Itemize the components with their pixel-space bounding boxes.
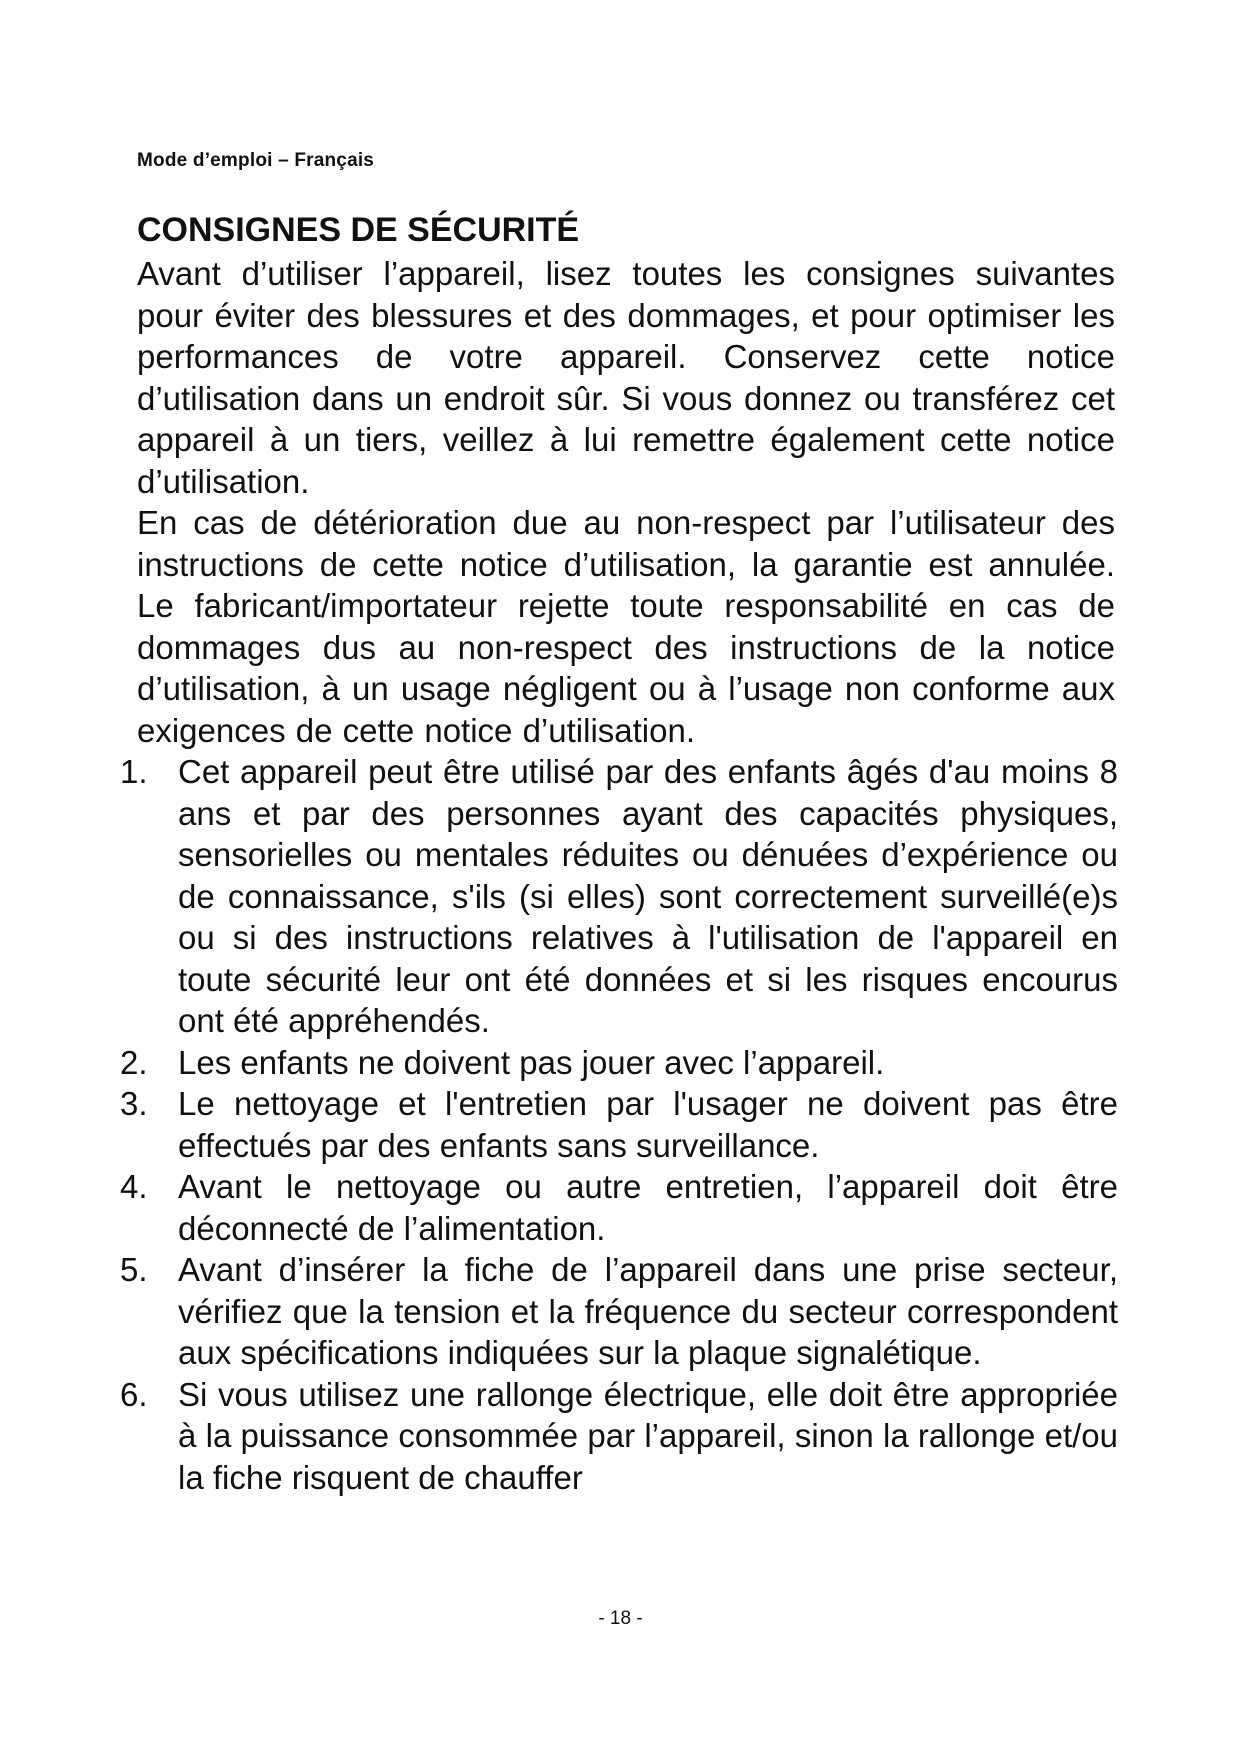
warranty-paragraph: En cas de détérioration due au non-respect par l’utilisateur des instructions de cette notice d’utilisation, la garantie est annulée. Le fabricant/importateur rejette toute responsabilité en cas de dommages dus au non-respect des instructions de la notice d’utilisation, à un usage négligent ou à l’usage non conforme aux exigences de cette notice d’utilisation. (137, 504, 1115, 749)
list-item (120, 1374, 1118, 1499)
safety-instructions-list (120, 751, 1118, 1498)
page-number: - 18 - (598, 1608, 643, 1629)
list-item (120, 1083, 1118, 1166)
intro-paragraph: Avant d’utiliser l’appareil, lisez toutes les consignes suivantes pour éviter des blessures et des dommages, et pour optimiser les performances de votre appareil. Conservez cette notice d’utilisation dans un endroit sûr. Si vous donnez ou transférez cet appareil à un tiers, veillez à lui remettre également cette notice d’utilisation. (137, 255, 1115, 500)
list-item-number: 6. (120, 1375, 148, 1413)
section-title: CONSIGNES DE SÉCURITÉ (137, 211, 580, 249)
list-item-text: Si vous utilisez une rallonge électrique, elle doit être appropriée à la puissance consommée par l’appareil, sinon la rallonge et/ou la fiche risquent de chauffer (178, 1375, 1118, 1496)
page-content (120, 207, 1118, 1498)
list-item-text: Avant le nettoyage ou autre entretien, l’appareil doit être déconnecté de l’alimentation. (178, 1168, 1118, 1247)
list-item (120, 1166, 1118, 1249)
page-header: Mode d’emploi – Français (137, 150, 375, 171)
list-item (120, 751, 1118, 1042)
list-item-number: 5. (120, 1251, 148, 1288)
list-item-text: Le nettoyage et l'entretien par l'usager ne doivent pas être effectués par des enfants sans surveillance. (178, 1085, 1118, 1164)
list-item-text: Cet appareil peut être utilisé par des enfants âgés d'au moins 8 ans et par des personnes ayant des capacités physiques, sensorielles ou mentales réduites ou dénuées d’expérience ou de connaissance, s'ils (si elles) sont correctement surveillé(e)s ou si des instructions relatives à l'utilisation de l'appareil en toute sécurité leur ont été données et si les risques encourus ont été appréhendés. (178, 753, 1118, 1039)
list-item (120, 1042, 1118, 1084)
list-item-number: 4. (120, 1168, 148, 1205)
list-item-number: 3. (120, 1085, 148, 1122)
list-item-text: Les enfants ne doivent pas jouer avec l’appareil. (178, 1043, 885, 1081)
list-item-text: Avant d’insérer la fiche de l’appareil dans une prise secteur, vérifiez que la tension et la fréquence du secteur correspondent aux spécifications indiquées sur la plaque signalétique. (178, 1251, 1118, 1371)
list-item-number: 1. (120, 753, 148, 790)
list-item-number: 2. (120, 1043, 148, 1081)
list-item (120, 1249, 1118, 1374)
